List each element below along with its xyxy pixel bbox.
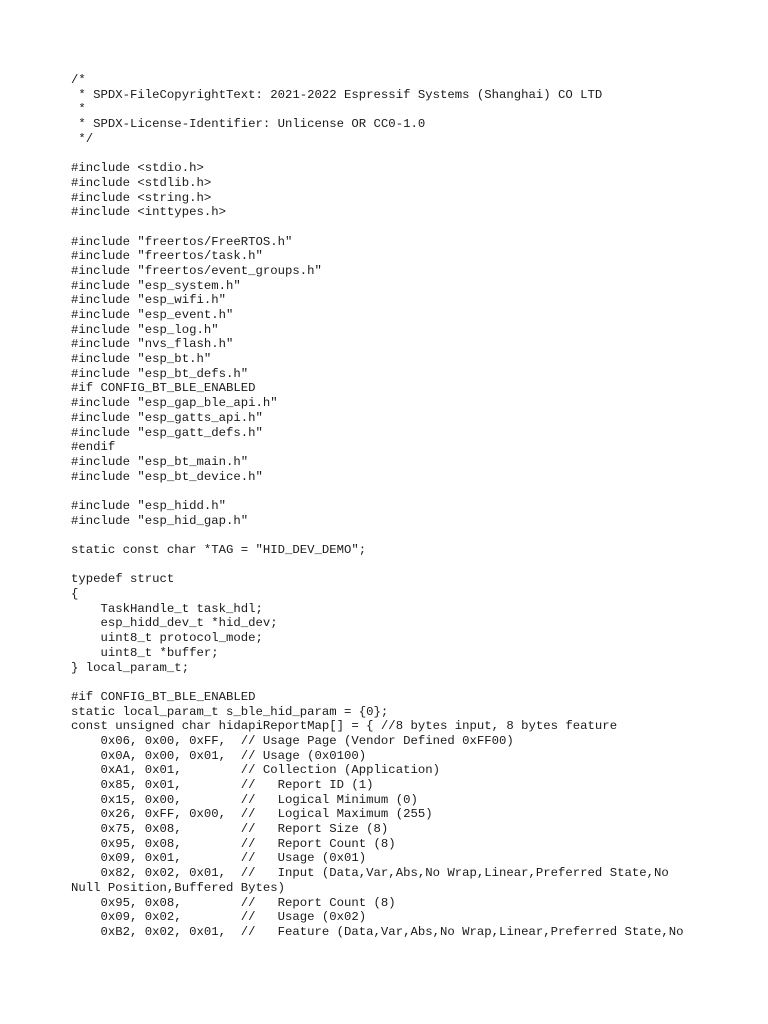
code-line: #include <stdio.h> — [71, 161, 204, 176]
code-line: * SPDX-FileCopyrightText: 2021-2022 Espressif Systems (Shanghai) CO LTD — [71, 87, 603, 102]
code-line: #if CONFIG_BT_BLE_ENABLED — [71, 689, 256, 704]
code-line: #if CONFIG_BT_BLE_ENABLED — [71, 381, 256, 396]
code-line: 0x75, 0x08, // Report Size (8) — [71, 822, 389, 837]
code-line: #include "nvs_flash.h" — [71, 337, 234, 352]
code-line: * SPDX-License-Identifier: Unlicense OR CC0-1.0 — [71, 117, 426, 132]
code-line: #include "freertos/FreeRTOS.h" — [71, 234, 293, 249]
code-line: uint8_t protocol_mode; — [71, 631, 263, 646]
code-line — [71, 675, 684, 690]
code-line: TaskHandle_t task_hdl; — [71, 601, 263, 616]
code-line: #include <stdlib.h> — [71, 175, 212, 190]
code-line: 0xB2, 0x02, 0x01, // Feature (Data,Var,Abs,No Wrap,Linear,Preferred State,No — [71, 924, 684, 939]
code-line: #include "esp_bt_defs.h" — [71, 366, 249, 381]
code-line: esp_hidd_dev_t *hid_dev; — [71, 616, 278, 631]
code-line: #include "esp_bt.h" — [71, 352, 212, 367]
code-line: 0x85, 0x01, // Report ID (1) — [71, 778, 374, 792]
code-line — [71, 484, 684, 499]
code-line: #include "esp_hidd.h" — [71, 498, 226, 513]
code-line — [71, 528, 684, 543]
code-line: 0x26, 0xFF, 0x00, // Logical Maximum (255) — [71, 807, 433, 822]
code-line: { — [71, 587, 79, 602]
code-line: #include "esp_wifi.h" — [71, 293, 226, 308]
code-line: typedef struct — [71, 572, 175, 587]
code-line: 0x82, 0x02, 0x01, // Input (Data,Var,Abs,No Wrap,Linear,Preferred State,No — [71, 866, 669, 881]
code-line: static local_param_t s_ble_hid_param = {0}; — [71, 704, 389, 719]
code-line: #include "esp_hid_gap.h" — [71, 513, 249, 528]
code-line: * — [71, 102, 86, 117]
code-line: #include "freertos/task.h" — [71, 249, 263, 264]
code-line: uint8_t *buffer; — [71, 645, 219, 660]
code-line: #include "esp_gap_ble_api.h" — [71, 396, 278, 411]
code-line: 0xA1, 0x01, // Collection (Application) — [71, 763, 440, 778]
code-line: #include "esp_bt_main.h" — [71, 454, 249, 469]
code-line: #include "esp_log.h" — [71, 322, 219, 337]
code-line: 0x09, 0x01, // Usage (0x01) — [71, 851, 367, 866]
code-line: #include <inttypes.h> — [71, 205, 226, 220]
code-line: #include "esp_gatts_api.h" — [71, 410, 263, 425]
code-line — [71, 558, 684, 573]
code-line: Null Position,Buffered Bytes) — [71, 880, 286, 895]
code-line — [71, 220, 684, 235]
code-line: /* — [71, 73, 86, 87]
code-line: #include <string.h> — [71, 190, 212, 205]
code-line: 0x95, 0x08, // Report Count (8) — [71, 836, 396, 851]
code-line: const unsigned char hidapiReportMap[] = { //8 bytes input, 8 bytes feature — [71, 719, 618, 734]
code-line: #include "esp_system.h" — [71, 278, 241, 293]
code-line: #include "esp_bt_device.h" — [71, 469, 263, 484]
code-line: } local_param_t; — [71, 660, 190, 675]
code-line: #include "esp_event.h" — [71, 308, 234, 322]
code-line: */ — [71, 131, 94, 146]
source-code-listing — [71, 73, 684, 940]
code-line: 0x09, 0x02, // Usage (0x02) — [71, 910, 367, 925]
code-line: #include "esp_gatt_defs.h" — [71, 425, 263, 440]
code-line — [71, 146, 684, 161]
code-line: 0x15, 0x00, // Logical Minimum (0) — [71, 792, 418, 807]
code-line: 0x0A, 0x00, 0x01, // Usage (0x0100) — [71, 748, 367, 763]
code-line: 0x95, 0x08, // Report Count (8) — [71, 895, 396, 910]
code-line: #include "freertos/event_groups.h" — [71, 263, 322, 278]
code-line: #endif — [71, 440, 116, 455]
code-line: static const char *TAG = "HID_DEV_DEMO"; — [71, 543, 367, 557]
code-line: 0x06, 0x00, 0xFF, // Usage Page (Vendor Defined 0xFF00) — [71, 733, 514, 748]
